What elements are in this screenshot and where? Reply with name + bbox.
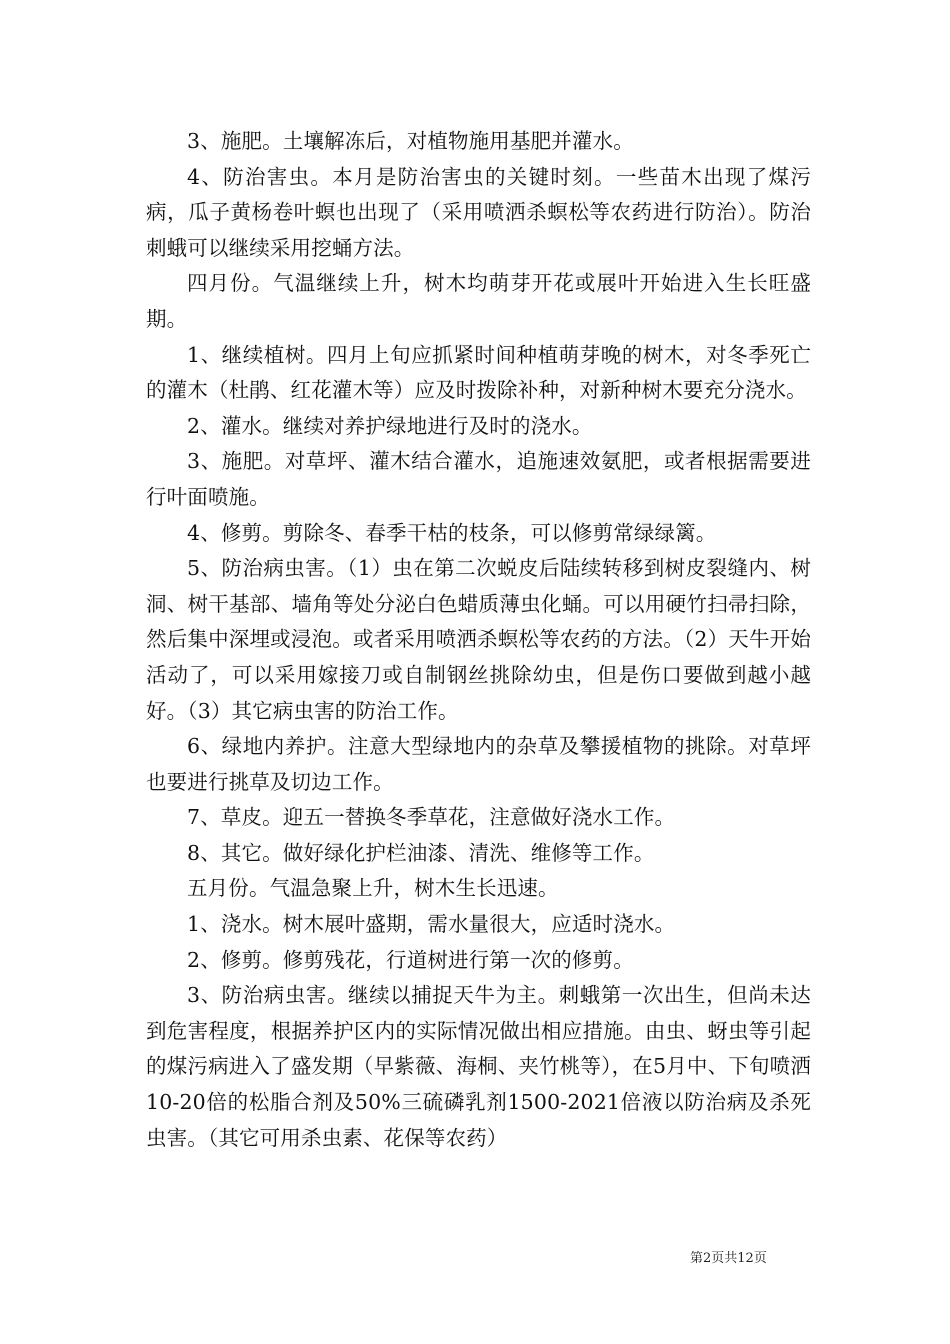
paragraph: 7、草皮。迎五一替换冬季草花，注意做好浇水工作。 (187, 805, 676, 830)
paragraph: 3、防治病虫害。继续以捕捉天牛为主。刺蛾第一次出生，但尚未达到危害程度，根据养护区内的实际情况做出相应措施。由虫、蚜虫等引起的煤污病进入了盛发期（早紫薇、海桐、夹竹桃等），在5月中、下旬喷洒10-20倍的松脂合剂及50%三硫磷乳剂1500-2021倍液以防治病及杀死虫害。（其它可用杀虫素、花保等农药） (146, 983, 811, 1150)
paragraph: 1、继续植树。四月上旬应抓紧时间种植萌芽晚的树木，对冬季死亡的灌木（杜鹃、红花灌木等）应及时拨除补种，对新种树木要充分浇水。 (146, 342, 811, 403)
paragraph: 2、修剪。修剪残花，行道树进行第一次的修剪。 (187, 947, 634, 972)
paragraph: 4、防治害虫。本月是防治害虫的关键时刻。一些苗木出现了煤污病，瓜子黄杨卷叶螟也出现了（采用喷洒杀螟松等农药进行防治）。防治刺蛾可以继续采用挖蛹方法。 (146, 164, 811, 260)
paragraph: 3、施肥。对草坪、灌木结合灌水，追施速效氨肥，或者根据需要进行叶面喷施。 (146, 449, 811, 509)
paragraph: 8、其它。做好绿化护栏油漆、清洗、维修等工作。 (187, 840, 655, 865)
paragraph: 2、灌水。继续对养护绿地进行及时的浇水。 (187, 413, 593, 438)
paragraph: 3、施肥。土壤解冻后，对植物施用基肥并灌水。 (187, 129, 634, 153)
paragraph: 1、浇水。树木展叶盛期，需水量很大，应适时浇水。 (187, 912, 676, 937)
paragraph: 4、修剪。剪除冬、春季干枯的枝条，可以修剪常绿绿篱。 (187, 520, 717, 545)
paragraph: 五月份。气温急聚上升，树木生长迅速。 (187, 876, 559, 901)
paragraph: 四月份。气温继续上升，树木均萌芽开花或展叶开始进入生长旺盛期。 (146, 271, 811, 331)
paragraph: 5、防治病虫害。（1）虫在第二次蜕皮后陆续转移到树皮裂缝内、树洞、树干基部、墙角等处分泌白色蜡质薄虫化蛹。可以用硬竹扫帚扫除，然后集中深埋或浸泡。或者采用喷洒杀螟松等农药的方法。（2）天牛开始活动了，可以采用嫁接刀或自制钢丝挑除幼虫，但是伤口要做到越小越好。（3）其它病虫害的防治工作。 (146, 556, 811, 723)
paragraph: 6、绿地内养护。注意大型绿地内的杂草及攀援植物的挑除。对草坪也要进行挑草及切边工作。 (146, 734, 811, 794)
document-body (146, 124, 811, 1156)
page-number-footer: 第2页共12页 (690, 1251, 767, 1266)
